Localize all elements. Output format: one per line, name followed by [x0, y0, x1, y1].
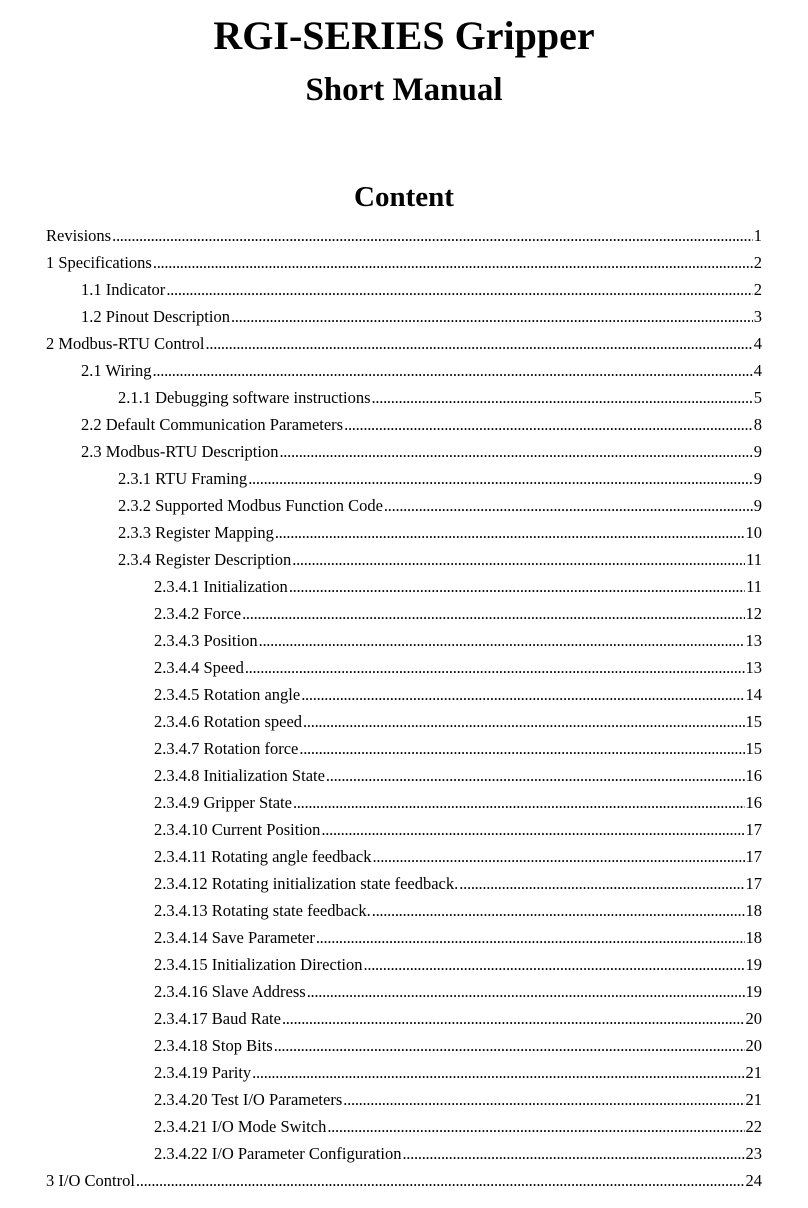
toc-entry-label: 2.1.1 Debugging software instructions: [118, 388, 371, 407]
toc-entry[interactable]: [154, 1034, 762, 1058]
toc-dot-leader: [282, 1007, 745, 1031]
toc-entry[interactable]: [46, 1169, 762, 1193]
toc-entry[interactable]: [154, 980, 762, 1004]
toc-entry-page-number: 18: [745, 901, 762, 920]
toc-dot-leader: [299, 737, 744, 761]
toc-entry-page-number: 15: [745, 739, 762, 758]
toc-entry-label: 2.3 Modbus-RTU Description: [81, 442, 279, 461]
toc-dot-leader: [327, 1115, 744, 1139]
toc-entry-page-number: 4: [753, 361, 762, 380]
toc-entry-label: 2.3.2 Supported Modbus Function Code: [118, 496, 383, 515]
toc-entry-label: 2.3.4.8 Initialization State: [154, 766, 325, 785]
toc-entry-label: 2.3.4.18 Stop Bits: [154, 1036, 273, 1055]
toc-entry-label: 2.3.4.3 Position: [154, 631, 258, 650]
toc-entry-page-number: 21: [745, 1090, 762, 1109]
toc-dot-leader: [372, 386, 753, 410]
toc-entry-page-number: 17: [745, 874, 762, 893]
toc-entry-label: 2.3.4.1 Initialization: [154, 577, 288, 596]
toc-entry-page-number: 9: [753, 496, 762, 515]
toc-dot-leader: [372, 899, 745, 923]
toc-dot-leader: [364, 953, 745, 977]
toc-entry[interactable]: [81, 359, 762, 383]
toc-entry[interactable]: [154, 710, 762, 734]
toc-entry[interactable]: [118, 521, 762, 545]
toc-entry[interactable]: [154, 872, 762, 896]
toc-dot-leader: [293, 791, 745, 815]
toc-entry[interactable]: [154, 1142, 762, 1166]
toc-entry[interactable]: [46, 332, 762, 356]
toc-entry-label: 2.3.4.11 Rotating angle feedback: [154, 847, 372, 866]
toc-entry[interactable]: [154, 926, 762, 950]
toc-dot-leader: [259, 629, 745, 653]
toc-dot-leader: [274, 1034, 745, 1058]
toc-entry[interactable]: [81, 305, 762, 329]
toc-heading: Content: [354, 181, 454, 213]
toc-entry[interactable]: [154, 899, 762, 923]
toc-entry-label: 2.3.4.4 Speed: [154, 658, 244, 677]
toc-dot-leader: [252, 1061, 744, 1085]
toc-dot-leader: [326, 764, 745, 788]
toc-dot-leader: [289, 575, 745, 599]
toc-dot-leader: [153, 251, 753, 275]
toc-entry[interactable]: [81, 413, 762, 437]
toc-entry[interactable]: [118, 467, 762, 491]
toc-entry-page-number: 11: [746, 550, 762, 569]
toc-dot-leader: [275, 521, 745, 545]
toc-entry-page-number: 13: [745, 658, 762, 677]
toc-entry-page-number: 20: [745, 1009, 762, 1028]
toc-entry[interactable]: [154, 602, 762, 626]
toc-entry-page-number: 8: [753, 415, 762, 434]
document-title: RGI-SERIES Gripper: [213, 13, 595, 58]
toc-entry-label: 1 Specifications: [46, 253, 152, 272]
toc-entry-page-number: 19: [745, 955, 762, 974]
toc-dot-leader: [153, 359, 753, 383]
toc-entry[interactable]: [154, 1088, 762, 1112]
toc-entry[interactable]: [154, 818, 762, 842]
toc-entry-label: 2 Modbus-RTU Control: [46, 334, 205, 353]
toc-entry-label: 2.3.4.13 Rotating state feedback.: [154, 901, 371, 920]
toc-dot-leader: [344, 413, 753, 437]
toc-entry[interactable]: [81, 440, 762, 464]
toc-dot-leader: [321, 818, 744, 842]
toc-entry-page-number: 19: [745, 982, 762, 1001]
toc-dot-leader: [292, 548, 745, 572]
toc-dot-leader: [303, 710, 744, 734]
toc-entry-label: 2.1 Wiring: [81, 361, 152, 380]
toc-entry-label: 2.3.4.21 I/O Mode Switch: [154, 1117, 327, 1136]
toc-entry[interactable]: [46, 251, 762, 275]
toc-entry[interactable]: [46, 224, 762, 248]
toc-dot-leader: [343, 1088, 744, 1112]
toc-entry-page-number: 15: [745, 712, 762, 731]
toc-entry-page-number: 20: [745, 1036, 762, 1055]
toc-entry-page-number: 21: [745, 1063, 762, 1082]
toc-entry-page-number: 13: [745, 631, 762, 650]
toc-entry-label: 2.3.4.6 Rotation speed: [154, 712, 303, 731]
toc-entry-page-number: 2: [753, 280, 762, 299]
toc-entry-page-number: 16: [745, 766, 762, 785]
toc-dot-leader: [402, 1142, 744, 1166]
toc-entry-page-number: 18: [745, 928, 762, 947]
toc-entry-page-number: 3: [753, 307, 762, 326]
toc-entry-label: 2.3.3 Register Mapping: [118, 523, 274, 542]
toc-entry-label: 2.3.4.14 Save Parameter: [154, 928, 315, 947]
toc-entry-label: 2.3.4.22 I/O Parameter Configuration: [154, 1144, 402, 1163]
toc-entry[interactable]: [154, 575, 762, 599]
toc-entry-label: 2.3.4.10 Current Position: [154, 820, 321, 839]
toc-entry-label: 3 I/O Control: [46, 1171, 135, 1190]
toc-entry-page-number: 12: [745, 604, 762, 623]
toc-entry-label: 1.1 Indicator: [81, 280, 166, 299]
toc-dot-leader: [242, 602, 744, 626]
toc-entry[interactable]: [154, 764, 762, 788]
toc-dot-leader: [206, 332, 753, 356]
toc-entry-label: 2.3.4.7 Rotation force: [154, 739, 299, 758]
toc-entry[interactable]: [118, 548, 762, 572]
toc-dot-leader: [459, 872, 744, 896]
toc-dot-leader: [248, 467, 753, 491]
toc-dot-leader: [245, 656, 745, 680]
toc-entry[interactable]: [154, 953, 762, 977]
toc-entry[interactable]: [154, 737, 762, 761]
toc-dot-leader: [279, 440, 752, 464]
toc-entry-label: 2.3.4.5 Rotation angle: [154, 685, 301, 704]
toc-entry[interactable]: [154, 1061, 762, 1085]
toc-entry[interactable]: [118, 386, 762, 410]
toc-entry-page-number: 22: [745, 1117, 762, 1136]
toc-entry[interactable]: [154, 845, 762, 869]
toc-dot-leader: [307, 980, 745, 1004]
toc-dot-leader: [316, 926, 745, 950]
toc-entry-page-number: 4: [753, 334, 762, 353]
toc-dot-leader: [231, 305, 753, 329]
toc-entry[interactable]: [154, 629, 762, 653]
toc-entry-page-number: 23: [745, 1144, 762, 1163]
toc-dot-leader: [112, 224, 753, 248]
toc-entry-label: 2.3.4.16 Slave Address: [154, 982, 306, 1001]
toc-entry-page-number: 11: [746, 577, 762, 596]
document-subtitle: Short Manual: [305, 72, 503, 108]
toc-entry[interactable]: [154, 1115, 762, 1139]
toc-entry-label: 1.2 Pinout Description: [81, 307, 230, 326]
toc-entry-label: 2.3.4.20 Test I/O Parameters: [154, 1090, 343, 1109]
toc-entry-page-number: 5: [753, 388, 762, 407]
toc-entry-page-number: 1: [753, 226, 762, 245]
toc-entry[interactable]: [154, 1007, 762, 1031]
toc-entry-page-number: 10: [745, 523, 762, 542]
toc-entry-label: 2.3.4.12 Rotating initialization state feedback.: [154, 874, 459, 893]
toc-entry-page-number: 14: [745, 685, 762, 704]
toc-entry-page-number: 9: [753, 442, 762, 461]
toc-entry-label: 2.3.1 RTU Framing: [118, 469, 248, 488]
toc-entry[interactable]: [118, 494, 762, 518]
toc-entry-label: 2.3.4.19 Parity: [154, 1063, 252, 1082]
toc-entry-label: 2.3.4.9 Gripper State: [154, 793, 292, 812]
toc-dot-leader: [373, 845, 745, 869]
toc-dot-leader: [166, 278, 752, 302]
toc-entry-page-number: 9: [753, 469, 762, 488]
toc-dot-leader: [136, 1169, 745, 1193]
toc-entry-page-number: 16: [745, 793, 762, 812]
toc-entry[interactable]: [154, 791, 762, 815]
toc-entry-page-number: 24: [745, 1171, 762, 1190]
toc-entry-label: 2.2 Default Communication Parameters: [81, 415, 344, 434]
toc-entry-page-number: 17: [745, 820, 762, 839]
toc-entry-label: 2.3.4.15 Initialization Direction: [154, 955, 363, 974]
toc-entry-label: Revisions: [46, 226, 112, 245]
toc-entry[interactable]: [81, 278, 762, 302]
toc-dot-leader: [384, 494, 753, 518]
toc-entry[interactable]: [154, 683, 762, 707]
toc-entry-page-number: 2: [753, 253, 762, 272]
toc-entry[interactable]: [154, 656, 762, 680]
toc-entry-page-number: 17: [745, 847, 762, 866]
toc-entry-label: 2.3.4 Register Description: [118, 550, 292, 569]
toc-entry-label: 2.3.4.2 Force: [154, 604, 242, 623]
toc-entry-label: 2.3.4.17 Baud Rate: [154, 1009, 281, 1028]
toc-dot-leader: [301, 683, 744, 707]
